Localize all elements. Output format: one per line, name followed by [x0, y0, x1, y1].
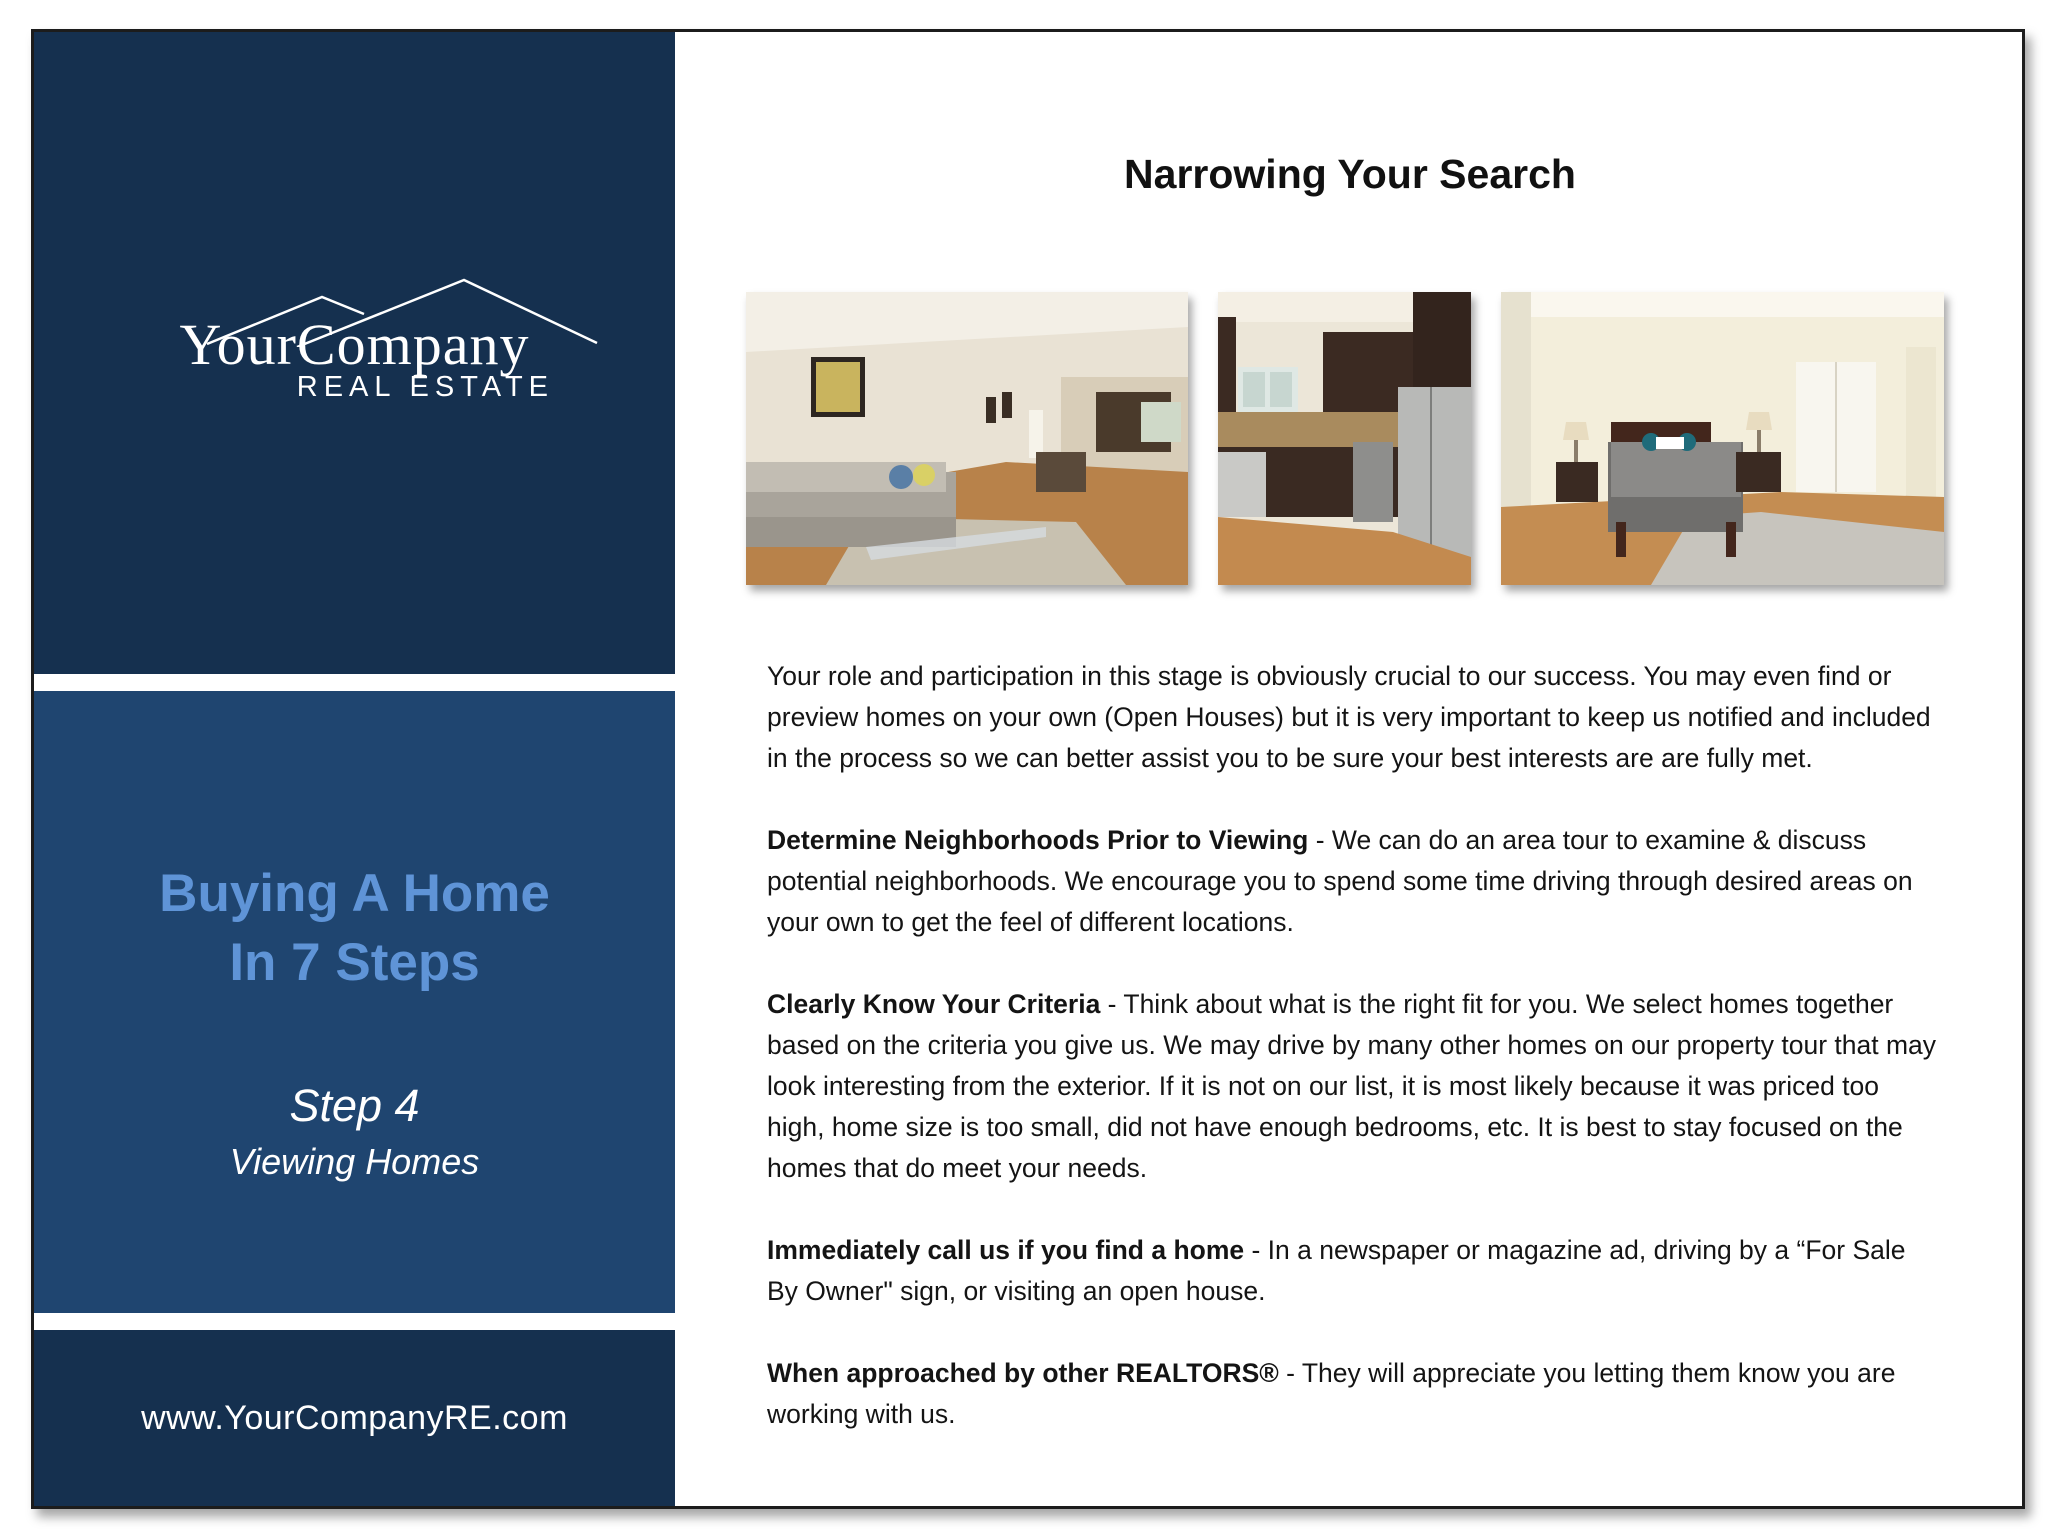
living-room-photo: [746, 292, 1188, 585]
section-heading: Immediately call us if you find a home: [767, 1235, 1245, 1265]
guide-heading: [34, 859, 675, 997]
company-logo-name: YourCompany: [179, 312, 530, 377]
section-heading: When approached by other REALTORS®: [767, 1358, 1279, 1388]
website-link[interactable]: www.YourCompanyRE.com: [141, 1399, 568, 1437]
section-text: - We can do an area tour to examine & discuss potential neighborhoods. We encourage you to spend some time driving through desired areas on your own to get the feel of different locations.: [767, 825, 1913, 937]
kitchen-photo: [1218, 292, 1471, 585]
section-paragraph: [767, 1353, 1937, 1435]
guide-heading-line1: Buying A Home: [159, 864, 550, 923]
intro-paragraph: Your role and participation in this stage is obviously crucial to our success. You may even find or preview homes on your own (Open Houses) but it is very important to keep us notified and included in the process so we can better assist you to be sure your best interests are are fully met.: [767, 661, 1931, 773]
logo-panel: [34, 32, 675, 674]
section-heading: Determine Neighborhoods Prior to Viewing: [767, 825, 1309, 855]
step-panel: [34, 691, 675, 1313]
section-text: - In a newspaper or magazine ad, driving by a “For Sale By Owner" sign, or visiting an open house.: [767, 1235, 1906, 1306]
section-text: - They will appreciate you letting them know you are working with us.: [767, 1358, 1896, 1429]
page-title: Narrowing Your Search: [1124, 151, 1576, 197]
section-text: - Think about what is the right fit for you. We select homes together based on the criteria you give us. We may drive by many other homes on our property tour that may look interesting from the exterior. If it is not on our list, it is most likely because it was priced too high, home size is too small, did not have enough bedrooms, etc. It is best to stay focused on the homes that do meet your needs.: [767, 989, 1937, 1183]
company-logo-subtitle: REAL ESTATE: [296, 371, 554, 403]
guide-heading-line2: In 7 Steps: [229, 933, 480, 992]
step-name: Viewing Homes: [229, 1141, 480, 1182]
step-number: Step 4: [289, 1080, 420, 1131]
bedroom-photo: [1501, 292, 1944, 585]
left-sidebar: [34, 32, 675, 1506]
section-paragraph: [767, 820, 1937, 943]
main-content: [675, 32, 2025, 1506]
section-heading: Clearly Know Your Criteria: [767, 989, 1101, 1019]
brochure-page: [31, 29, 2025, 1509]
section-paragraph: [767, 1230, 1937, 1312]
body-text: [767, 656, 1937, 1476]
section-paragraph: [767, 984, 1937, 1189]
